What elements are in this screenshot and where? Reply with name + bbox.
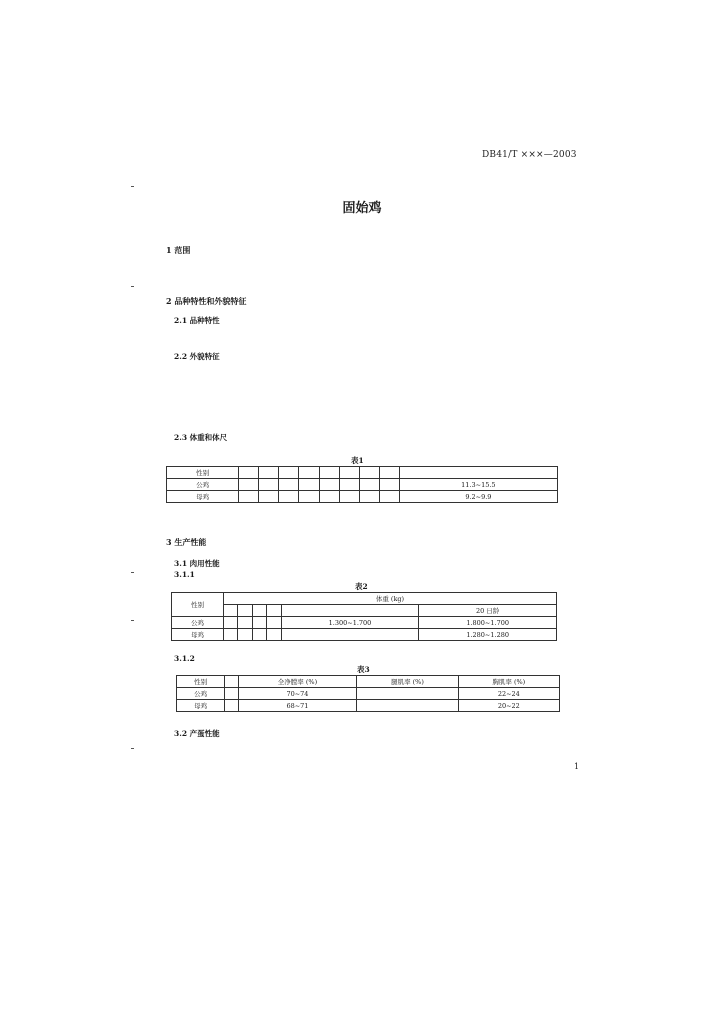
section-heading-characteristics: 2 品种特性和外貌特征 <box>166 296 247 306</box>
scan-speck <box>131 286 134 287</box>
slaughter-performance-table <box>176 675 560 712</box>
section-heading-production: 3 生产性能 <box>166 537 207 547</box>
table-cell <box>279 479 299 491</box>
table-row <box>177 700 560 712</box>
table-header-cell <box>223 605 237 617</box>
table-cell <box>267 617 281 629</box>
table-row <box>172 617 557 629</box>
section-heading-scope: 1 范围 <box>166 245 191 255</box>
table-cell <box>379 491 399 503</box>
table-cell: 9.2~9.9 <box>399 491 557 503</box>
body-size-table <box>166 466 558 503</box>
table-cell <box>279 491 299 503</box>
page-number: 1 <box>574 762 580 771</box>
table-cell: 22~24 <box>458 688 559 700</box>
table-header-cell: 性别 <box>177 676 225 688</box>
table1-caption: 表1 <box>351 456 364 465</box>
table-header-cell: 胸肌率 (%) <box>458 676 559 688</box>
table-header-cell: 全净膛率 (%) <box>238 676 357 688</box>
table-cell: 70~74 <box>238 688 357 700</box>
table-row <box>167 491 558 503</box>
table-header-cell <box>259 467 279 479</box>
table-cell <box>223 629 237 641</box>
table-cell: 11.3~15.5 <box>399 479 557 491</box>
section-heading-appearance: 2.2 外貌特征 <box>174 352 220 361</box>
table-cell: 公鸡 <box>172 617 224 629</box>
table-cell: 公鸡 <box>177 688 225 700</box>
table-cell <box>299 479 319 491</box>
table-cell <box>319 491 339 503</box>
table-header-cell <box>319 467 339 479</box>
table-cell <box>339 479 359 491</box>
document-title: 固始鸡 <box>342 201 382 216</box>
table-cell <box>239 479 259 491</box>
scan-speck <box>131 748 134 749</box>
table-cell <box>319 479 339 491</box>
table-header-cell <box>279 467 299 479</box>
growth-weight-table <box>171 592 557 641</box>
table-header-cell <box>359 467 379 479</box>
table-header-cell <box>299 467 319 479</box>
table3-caption: 表3 <box>357 665 370 674</box>
table-header-row <box>177 676 560 688</box>
section-heading-laying: 3.2 产蛋性能 <box>174 729 220 738</box>
table-header-cell <box>225 676 238 688</box>
table-header-row <box>172 593 557 605</box>
table-cell <box>225 700 238 712</box>
table-header-cell: 20 日龄 <box>419 605 557 617</box>
section-heading-meat-performance: 3.1 肉用性能 <box>174 559 220 568</box>
table-cell <box>223 617 237 629</box>
table-header-cell <box>379 467 399 479</box>
table-cell: 68~71 <box>238 700 357 712</box>
table-header-cell <box>239 467 259 479</box>
table-header-cell: 性别 <box>167 467 239 479</box>
table-group-header: 体重 (kg) <box>223 593 556 605</box>
table-row <box>167 479 558 491</box>
table-cell: 母鸡 <box>177 700 225 712</box>
table-header-cell <box>339 467 359 479</box>
table-cell <box>252 629 266 641</box>
table-header-cell <box>238 605 252 617</box>
table2-caption: 表2 <box>355 582 368 591</box>
table-cell: 公鸡 <box>167 479 239 491</box>
table-cell <box>357 688 458 700</box>
table-row <box>172 629 557 641</box>
table-cell: 1.300~1.700 <box>281 617 419 629</box>
table-header-cell: 性别 <box>172 593 224 617</box>
table-header-cell: 腿肌率 (%) <box>357 676 458 688</box>
table-header-cell <box>281 605 419 617</box>
section-heading-body-size: 2.3 体重和体尺 <box>174 433 228 442</box>
table-cell <box>259 479 279 491</box>
table-header-row <box>172 605 557 617</box>
scan-speck <box>131 186 134 187</box>
table-cell <box>281 629 419 641</box>
table-cell <box>267 629 281 641</box>
table-header-cell <box>252 605 266 617</box>
table-cell <box>259 491 279 503</box>
table-cell: 1.800~1.700 <box>419 617 557 629</box>
table-cell <box>225 688 238 700</box>
table-cell <box>299 491 319 503</box>
section-heading-breed-traits: 2.1 品种特性 <box>174 316 220 325</box>
table-cell <box>238 617 252 629</box>
scan-speck <box>131 572 134 573</box>
standard-code: DB41/T ×××—2003 <box>482 150 577 160</box>
table-cell: 母鸡 <box>172 629 224 641</box>
table-cell <box>239 491 259 503</box>
table-cell: 20~22 <box>458 700 559 712</box>
section-heading-3-1-1: 3.1.1 <box>174 570 195 579</box>
table-cell <box>359 491 379 503</box>
table-cell <box>379 479 399 491</box>
table-cell: 1.280~1.280 <box>419 629 557 641</box>
table-header-cell <box>267 605 281 617</box>
table-header-row <box>167 467 558 479</box>
table-cell <box>252 617 266 629</box>
table-cell <box>357 700 458 712</box>
section-heading-3-1-2: 3.1.2 <box>174 654 195 663</box>
table-cell <box>359 479 379 491</box>
table-row <box>177 688 560 700</box>
table-cell: 母鸡 <box>167 491 239 503</box>
table-header-cell <box>399 467 557 479</box>
table-cell <box>339 491 359 503</box>
scan-speck <box>131 620 134 621</box>
table-cell <box>238 629 252 641</box>
